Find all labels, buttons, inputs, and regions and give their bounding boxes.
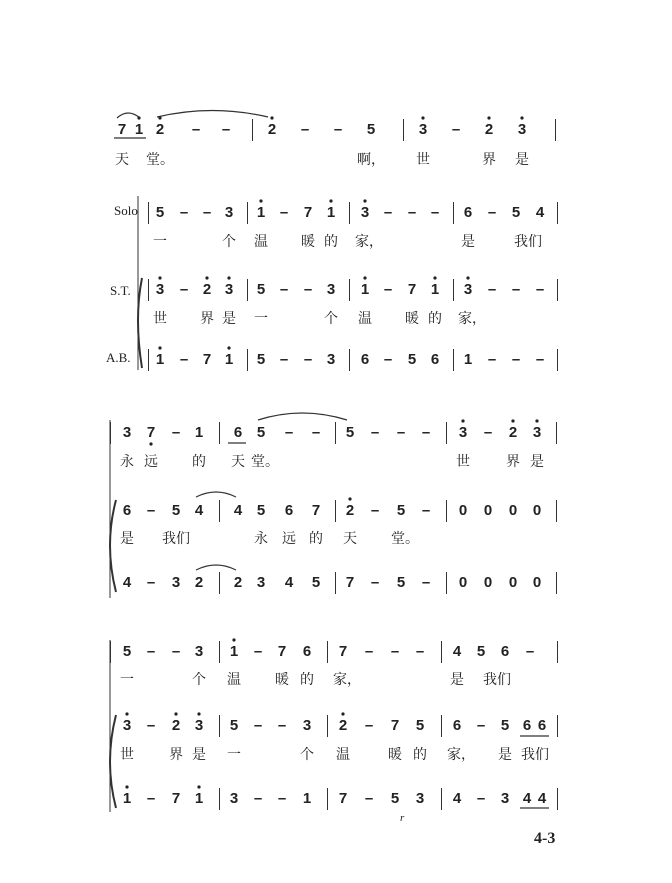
lyric: 天	[231, 454, 245, 470]
octave-dot	[511, 419, 514, 422]
note: 4	[284, 574, 294, 591]
note: 6	[430, 351, 440, 368]
lyric: 暖	[405, 311, 419, 327]
dash: –	[421, 502, 431, 519]
dash: –	[191, 121, 201, 138]
dash: –	[476, 790, 486, 807]
note: 6	[500, 643, 510, 660]
dash: –	[202, 204, 212, 221]
note: 1	[360, 281, 370, 298]
octave-dot	[197, 785, 200, 788]
note: 7	[117, 121, 127, 138]
lyric: 暖	[388, 747, 402, 763]
note: 1	[155, 351, 165, 368]
note: 1	[326, 204, 336, 221]
lyric: 是	[222, 311, 236, 327]
note: 3	[326, 351, 336, 368]
dash: –	[396, 424, 406, 441]
note: 3	[194, 717, 204, 734]
lyric: 温	[254, 234, 268, 250]
rest: 0	[458, 502, 468, 519]
dash: –	[430, 204, 440, 221]
footer-mark: r	[400, 812, 405, 824]
lyric: 的	[309, 531, 323, 547]
note: 7	[338, 643, 348, 660]
note: 5	[256, 424, 266, 441]
note: 3	[415, 790, 425, 807]
lyric: 远	[144, 454, 158, 470]
octave-dot	[158, 276, 161, 279]
dash: –	[277, 790, 287, 807]
note: 6	[302, 643, 312, 660]
octave-dot	[232, 638, 235, 641]
note: 3	[224, 281, 234, 298]
lyric: 我们	[483, 672, 511, 688]
note: 7	[390, 717, 400, 734]
lyric: 远	[282, 531, 296, 547]
rest: 0	[483, 502, 493, 519]
note: 3	[256, 574, 266, 591]
dash: –	[487, 351, 497, 368]
lyric: 是	[450, 672, 464, 688]
note: 2	[194, 574, 204, 591]
note: 5	[476, 643, 486, 660]
tie	[157, 111, 268, 118]
octave-dot	[227, 276, 230, 279]
dash: –	[383, 281, 393, 298]
dash: –	[221, 121, 231, 138]
note: 3	[463, 281, 473, 298]
note: 5	[345, 424, 355, 441]
dash: –	[253, 643, 263, 660]
note: 5	[407, 351, 417, 368]
octave-dot	[520, 116, 523, 119]
lyric: 个	[192, 672, 206, 688]
rest: 0	[483, 574, 493, 591]
note: 7	[345, 574, 355, 591]
note: 1	[302, 790, 312, 807]
lyric: 界	[506, 454, 520, 470]
note: 7	[303, 204, 313, 221]
lyric: 是	[498, 747, 512, 763]
lyric: 一	[227, 747, 241, 763]
dash: –	[279, 204, 289, 221]
note: 3	[171, 574, 181, 591]
dash: –	[284, 424, 294, 441]
octave-dot	[158, 116, 161, 119]
note: 6	[522, 717, 532, 734]
ab-label: A.B.	[106, 350, 131, 365]
dash: –	[364, 790, 374, 807]
dash: –	[370, 424, 380, 441]
dash: –	[383, 204, 393, 221]
lyric: 世	[416, 152, 430, 168]
dash: –	[364, 643, 374, 660]
note: 5	[229, 717, 239, 734]
note: 5	[511, 204, 521, 221]
note: 3	[458, 424, 468, 441]
note: 7	[171, 790, 181, 807]
rest: 0	[508, 574, 518, 591]
note: 1	[463, 351, 473, 368]
note: 4	[122, 574, 132, 591]
lyric: 的	[413, 747, 427, 763]
lyric: 是	[461, 234, 475, 250]
note: 3	[155, 281, 165, 298]
note: 3	[517, 121, 527, 138]
note: 1	[229, 643, 239, 660]
dash: –	[311, 424, 321, 441]
lyric: 我们	[162, 531, 190, 547]
octave-dot	[363, 199, 366, 202]
dash: –	[407, 204, 417, 221]
dash: –	[179, 204, 189, 221]
octave-dot	[174, 712, 177, 715]
octave-dot	[363, 276, 366, 279]
note: 4	[452, 643, 462, 660]
dash: –	[451, 121, 461, 138]
dash: –	[303, 281, 313, 298]
note: 1	[194, 424, 204, 441]
lyric: 堂。	[391, 531, 419, 547]
lyric: 暖	[275, 672, 289, 688]
slur	[196, 492, 236, 497]
lyric: 永	[120, 454, 134, 470]
tie	[258, 413, 347, 420]
lyric: 永	[254, 531, 268, 547]
octave-dot	[348, 497, 351, 500]
octave-dot	[466, 276, 469, 279]
octave-dot	[197, 712, 200, 715]
lyric: 的	[192, 454, 206, 470]
note: 5	[256, 351, 266, 368]
lyric: 个	[324, 311, 338, 327]
dash: –	[171, 424, 181, 441]
octave-dot	[158, 346, 161, 349]
choir-bracket	[110, 500, 116, 592]
note: 1	[430, 281, 440, 298]
octave-dot	[487, 116, 490, 119]
dash: –	[511, 351, 521, 368]
note: 2	[338, 717, 348, 734]
lyric: 世	[153, 311, 167, 327]
note: 4	[537, 790, 547, 807]
dash: –	[179, 281, 189, 298]
note: 2	[484, 121, 494, 138]
dash: –	[146, 502, 156, 519]
note: 5	[171, 502, 181, 519]
note: 5	[390, 790, 400, 807]
lyric: 界	[169, 747, 183, 763]
note: 5	[311, 574, 321, 591]
note: 7	[202, 351, 212, 368]
note: 3	[418, 121, 428, 138]
note: 2	[171, 717, 181, 734]
note: 6	[284, 502, 294, 519]
dash: –	[383, 351, 393, 368]
dash: –	[476, 717, 486, 734]
note: 6	[463, 204, 473, 221]
note: 4	[452, 790, 462, 807]
note: 5	[396, 502, 406, 519]
note: 7	[407, 281, 417, 298]
note: 6	[360, 351, 370, 368]
lyric: 一	[254, 311, 268, 327]
rest: 0	[532, 502, 542, 519]
lyric: 天	[343, 531, 357, 547]
note: 3	[122, 424, 132, 441]
choir-bracket	[110, 715, 116, 808]
lyric: 个	[300, 747, 314, 763]
low-octave-dot	[149, 442, 152, 445]
lyric: 的	[324, 234, 338, 250]
dash: –	[511, 281, 521, 298]
dash: –	[253, 717, 263, 734]
dash: –	[279, 281, 289, 298]
lyric: 堂。	[251, 454, 279, 470]
octave-dot	[270, 116, 273, 119]
dash: –	[146, 643, 156, 660]
note: 2	[267, 121, 277, 138]
lyric: 家，	[458, 311, 486, 327]
dash: –	[333, 121, 343, 138]
lyric: 暖	[301, 234, 315, 250]
note: 5	[256, 281, 266, 298]
slur	[117, 113, 140, 118]
note: 4	[522, 790, 532, 807]
dash: –	[300, 121, 310, 138]
note: 3	[360, 204, 370, 221]
slur	[196, 565, 236, 570]
lyric: 啊，	[357, 152, 385, 168]
rest: 0	[508, 502, 518, 519]
lyric: 家，	[447, 747, 475, 763]
note: 1	[134, 121, 144, 138]
octave-dot	[433, 276, 436, 279]
note: 2	[202, 281, 212, 298]
lyric: 是	[515, 152, 529, 168]
page-number: 4-3	[534, 830, 556, 847]
dash: –	[421, 574, 431, 591]
note: 3	[302, 717, 312, 734]
note: 1	[122, 790, 132, 807]
lyric: 温	[358, 311, 372, 327]
note: 7	[338, 790, 348, 807]
octave-dot	[535, 419, 538, 422]
note: 6	[537, 717, 547, 734]
dash: –	[277, 717, 287, 734]
note: 2	[508, 424, 518, 441]
dash: –	[370, 574, 380, 591]
dash: –	[146, 717, 156, 734]
st-label: S.T.	[110, 283, 131, 298]
note: 5	[366, 121, 376, 138]
dash: –	[415, 643, 425, 660]
octave-dot	[461, 419, 464, 422]
dash: –	[525, 643, 535, 660]
note: 2	[345, 502, 355, 519]
dash: –	[487, 204, 497, 221]
solo-label: Solo	[114, 203, 138, 218]
note: 5	[500, 717, 510, 734]
rest: 0	[458, 574, 468, 591]
note: 3	[500, 790, 510, 807]
lyric: 的	[428, 311, 442, 327]
dash: –	[535, 351, 545, 368]
octave-dot	[341, 712, 344, 715]
lyric: 是	[530, 454, 544, 470]
octave-dot	[125, 785, 128, 788]
dash: –	[146, 574, 156, 591]
dash: –	[146, 790, 156, 807]
note: 1	[256, 204, 266, 221]
note: 1	[224, 351, 234, 368]
lyric: 的	[300, 672, 314, 688]
note: 7	[311, 502, 321, 519]
lyric: 是	[192, 747, 206, 763]
note: 7	[146, 424, 156, 441]
note: 3	[532, 424, 542, 441]
note: 4	[233, 502, 243, 519]
rest: 0	[532, 574, 542, 591]
note: 5	[256, 502, 266, 519]
note: 6	[122, 502, 132, 519]
octave-dot	[125, 712, 128, 715]
lyric: 一	[120, 672, 134, 688]
note: 3	[122, 717, 132, 734]
lyric: 天	[115, 152, 129, 168]
dash: –	[303, 351, 313, 368]
note: 3	[224, 204, 234, 221]
dash: –	[171, 643, 181, 660]
note: 5	[122, 643, 132, 660]
note: 2	[155, 121, 165, 138]
note: 3	[326, 281, 336, 298]
octave-dot	[227, 346, 230, 349]
dash: –	[487, 281, 497, 298]
dash: –	[179, 351, 189, 368]
dash: –	[483, 424, 493, 441]
note: 6	[452, 717, 462, 734]
note: 5	[415, 717, 425, 734]
note: 4	[535, 204, 545, 221]
dash: –	[364, 717, 374, 734]
note: 7	[277, 643, 287, 660]
octave-dot	[205, 276, 208, 279]
lyric: 温	[227, 672, 241, 688]
note: 3	[229, 790, 239, 807]
lyric: 温	[336, 747, 350, 763]
octave-dot	[259, 199, 262, 202]
note: 2	[233, 574, 243, 591]
dash: –	[390, 643, 400, 660]
lyric: 个	[222, 234, 236, 250]
octave-dot	[421, 116, 424, 119]
octave-dot	[137, 116, 140, 119]
dash: –	[279, 351, 289, 368]
lyric: 我们	[521, 747, 549, 763]
lyric: 世	[456, 454, 470, 470]
note: 1	[194, 790, 204, 807]
note: 3	[194, 643, 204, 660]
lyric: 我们	[514, 234, 542, 250]
choir-bracket	[138, 278, 142, 368]
note: 6	[233, 424, 243, 441]
dash: –	[421, 424, 431, 441]
lyric: 是	[120, 531, 134, 547]
lyric: 家，	[333, 672, 361, 688]
note: 4	[194, 502, 204, 519]
dash: –	[370, 502, 380, 519]
octave-dot	[329, 199, 332, 202]
lyric: 世	[120, 747, 134, 763]
lyric: 界	[200, 311, 214, 327]
note: 5	[155, 204, 165, 221]
lyric: 家，	[355, 234, 383, 250]
lyric: 界	[482, 152, 496, 168]
lyric: 堂。	[146, 152, 174, 168]
lyric: 一	[153, 234, 167, 250]
dash: –	[253, 790, 263, 807]
dash: –	[535, 281, 545, 298]
note: 5	[396, 574, 406, 591]
